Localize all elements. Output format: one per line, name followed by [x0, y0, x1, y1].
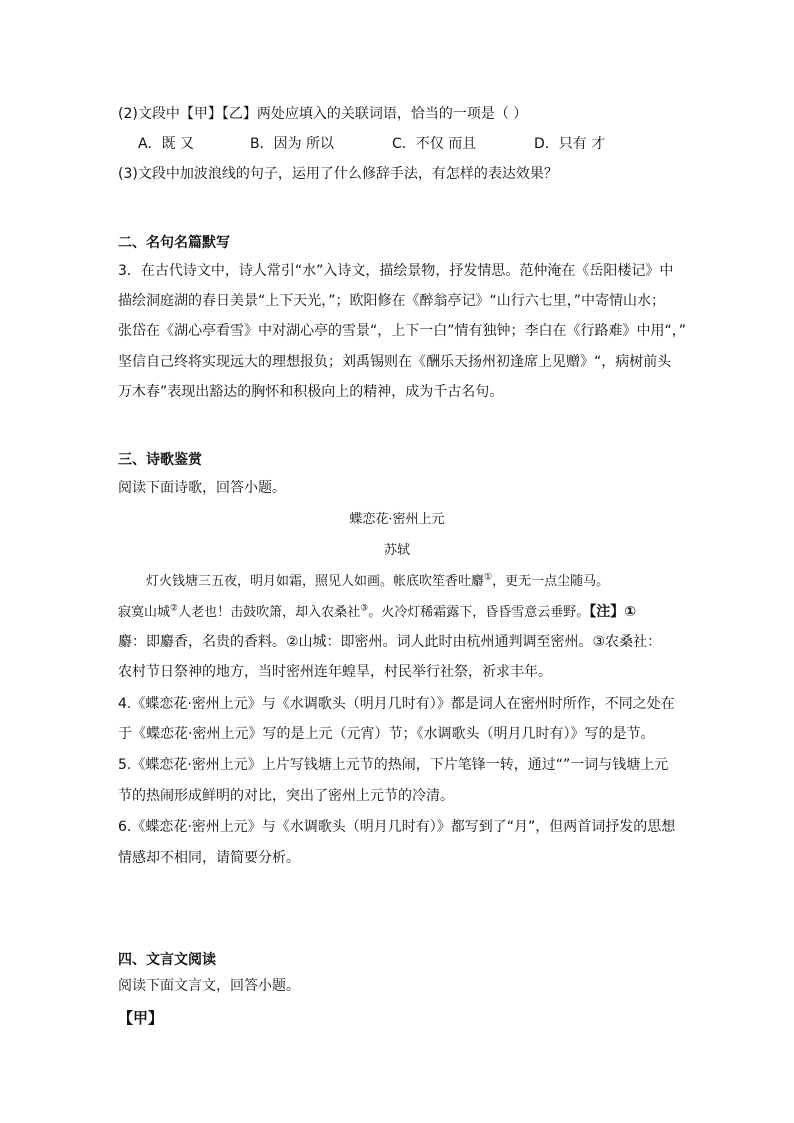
question-6-line: 情感却不相同，请简要分析。: [118, 850, 300, 866]
question-3: (3)文段中加波浪线的句子，运用了什么修辞手法，有怎样的表达效果？: [118, 166, 558, 182]
section-4-heading: 四、文言文阅读: [118, 952, 216, 968]
section-2-line: 万木春”表现出豁达的胸怀和积极向上的精神，成为千古名句。: [118, 384, 504, 400]
note-marker-2: ②: [170, 603, 179, 614]
section-3-heading: 三、诗歌鉴赏: [118, 452, 202, 468]
question-6-line: 6.《蝶恋花·密州上元》与《水调歌头（明月几时有）》都写到了“月”，但两首词抒发的思想: [118, 819, 676, 835]
poem-line-1: [146, 572, 609, 592]
poem-line-2-text-b: 人老也！击鼓吹箫，却入农桑社: [178, 605, 361, 620]
option-c: C．不仅 而且: [392, 136, 477, 152]
question-4-line: 于《蝶恋花·密州上元》写的是上元（元宵）节；《水调歌头（明月几时有）》写的是节。: [118, 726, 655, 742]
option-d: D．只有 才: [534, 136, 606, 152]
section-3-intro: 阅读下面诗歌，回答小题。: [118, 480, 286, 496]
poem-line-2-text-a: 寂寞山城: [118, 605, 171, 620]
option-a: A．既 又: [138, 136, 195, 152]
question-5-line: 节的热闹形成鲜明的对比，突出了密州上元节的冷清。: [118, 788, 454, 804]
question-2-options: [138, 134, 605, 154]
question-5-line: 5.《蝶恋花·密州上元》上片写钱塘上元节的热闹，下片笔锋一转，通过“”一词与钱塘上元: [118, 757, 669, 773]
section-2-line: 张岱在《湖心亭看雪》中对湖心亭的雪景“，上下一白”情有独钟；李白在《行路难》中用“，”: [118, 323, 687, 339]
poem-line-2: [118, 602, 636, 623]
note-line: 麝：即麝香，名贵的香料。②山城：即密州。词人此时由杭州通判调至密州。③农桑社：: [118, 634, 662, 650]
section-2-line: 描绘洞庭湖的春日美景“上下天光，”；欧阳修在《醉翁亭记》“山行六七里，”中寄情山水；: [118, 293, 666, 309]
poem-title: 蝶恋花·密州上元: [349, 512, 445, 527]
poem-line-1-text-a: 灯火钱塘三五夜，明月如霜，照见人如画。帐底吹笙香吐麝: [146, 574, 485, 589]
section-2-line: 坚信自己终将实现远大的理想报负；刘禹锡则在《酬乐天扬州初逢席上见赠》“，病树前头: [118, 354, 672, 370]
question-2: (2)文段中【甲】【乙】两处应填入的关联词语，恰当的一项是（ ）: [118, 106, 528, 122]
section-4-intro: 阅读下面文言文，回答小题。: [118, 978, 300, 994]
question-4-line: 4.《蝶恋花·密州上元》与《水调歌头（明月几时有）》都是词人在密州时所作，不同之处在: [118, 696, 675, 712]
note-marker-3: ③: [360, 603, 369, 614]
poem-line-1-text-b: ，更无一点尘随马。: [492, 574, 610, 589]
note-label: 【注】①: [589, 604, 637, 620]
section-2-line: 3．在古代诗文中，诗人常引“水”入诗文，描绘景物，抒发情思。范仲淹在《岳阳楼记》中: [118, 263, 674, 279]
passage-label: 【甲】: [118, 1009, 164, 1027]
note-marker-1: ①: [484, 572, 493, 583]
note-line: 农村节日祭神的地方，当时密州连年蝗旱，村民举行社祭，祈求丰年。: [118, 664, 552, 680]
option-b: B．因为 所以: [250, 136, 335, 152]
poem-line-2-text-c: 。火冷灯稀霜露下，昏昏雪意云垂野。: [368, 605, 590, 620]
poem-author: 苏轼: [383, 543, 410, 558]
section-2-heading: 二、名句名篇默写: [118, 235, 230, 251]
